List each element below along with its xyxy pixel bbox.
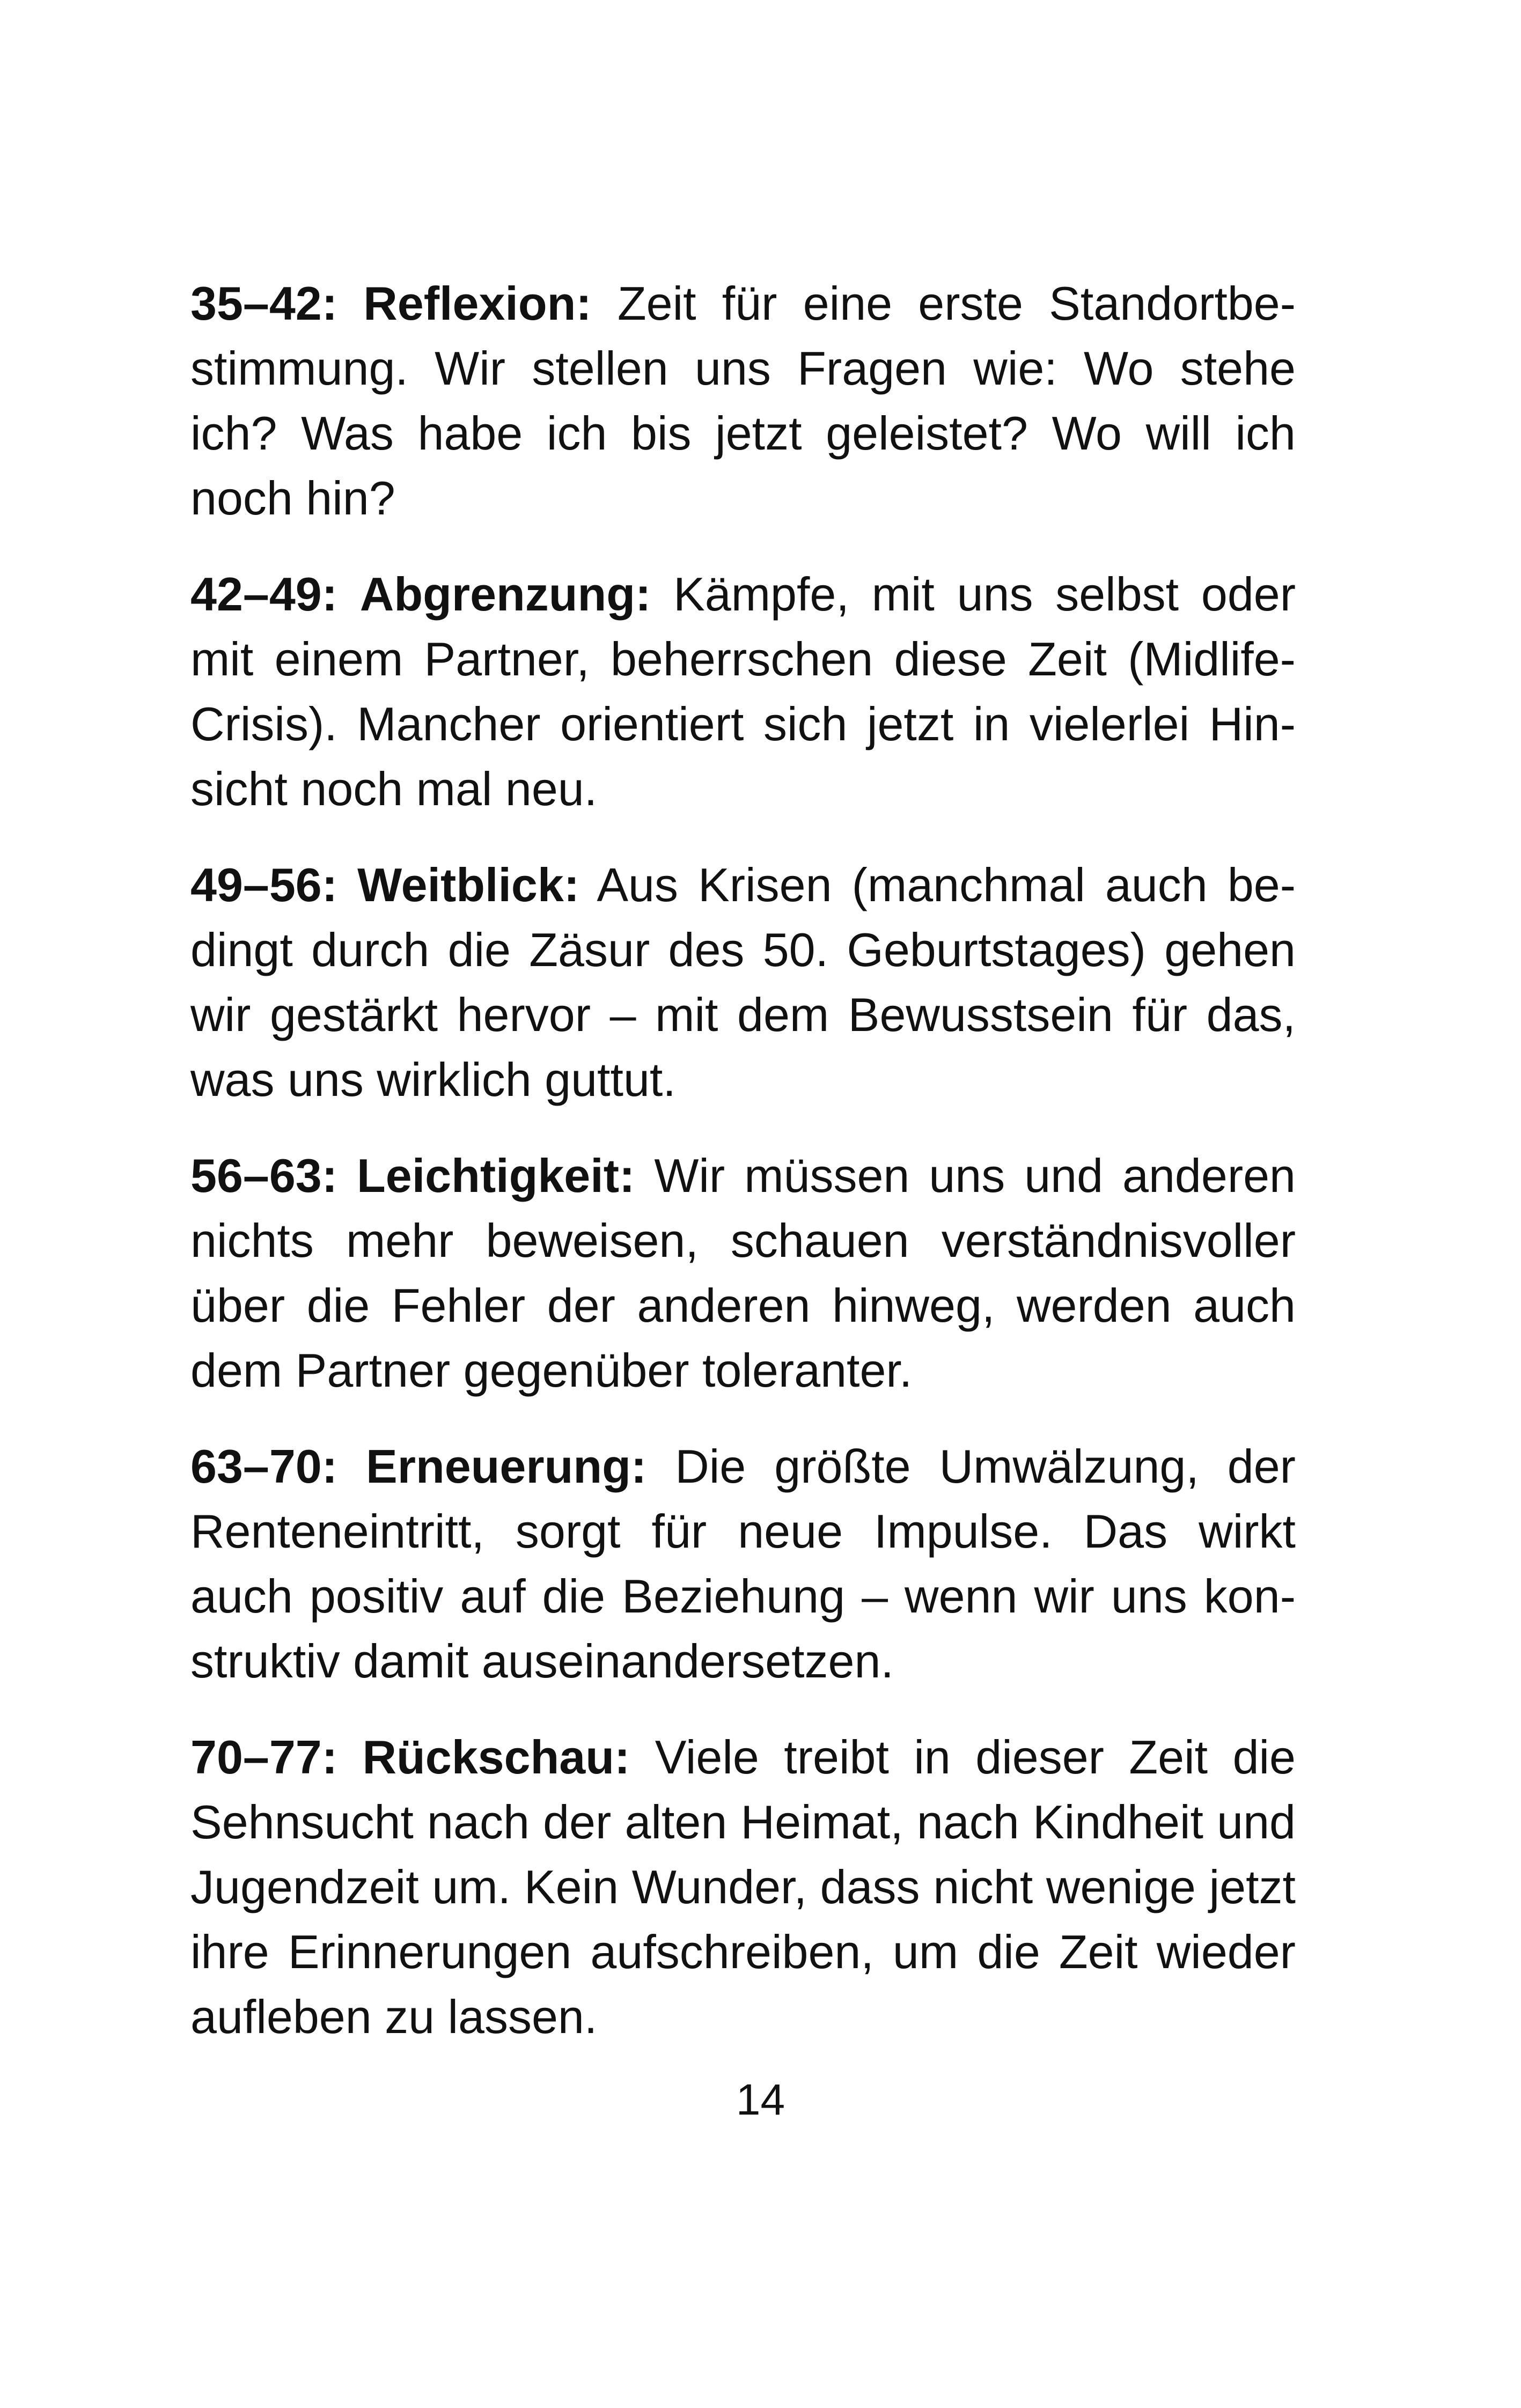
entry-title: Erneuerung: — [366, 1440, 647, 1493]
entry-title: Rückschau: — [362, 1730, 630, 1784]
entry-title: Leichtigkeit: — [357, 1149, 635, 1202]
entry-reflexion — [190, 271, 1296, 531]
entry-rueckschau — [190, 1725, 1296, 2049]
entry-text: Die größte Umwälzung, der Renteneintritt, sorgt für neue Impulse. Das wirkt auch positiv auf die Beziehung – wenn wir uns konstruktiv damit auseinandersetzen. — [190, 1440, 1296, 1688]
entry-range: 35–42: — [190, 277, 338, 330]
entry-text: Kämpfe, mit uns selbst oder mit einem Partner, beherrschen diese Zeit (Midlife-Crisis). Mancher orientiert sich jetzt in vielerlei Hinsicht noch mal neu. — [190, 568, 1296, 815]
entry-range: 70–77: — [190, 1730, 338, 1784]
entry-range: 63–70: — [190, 1440, 338, 1493]
entry-title: Reflexion: — [363, 277, 592, 330]
entry-weitblick — [190, 852, 1296, 1112]
entry-text: Wir müssen uns und anderen nichts mehr beweisen, schauen verständnisvoller über die Fehler der anderen hinweg, werden auch dem Partner gegenüber toleranter. — [190, 1149, 1296, 1397]
entry-text: Viele treibt in dieser Zeit die Sehnsucht nach der alten Heimat, nach Kindheit und Jugendzeit um. Kein Wunder, dass nicht wenige jetzt ihre Erinnerungen aufschreiben, um die Zeit wieder aufleben zu lassen. — [190, 1730, 1296, 2043]
entry-title: Abgrenzung: — [359, 568, 651, 621]
entry-leichtigkeit — [190, 1143, 1296, 1403]
entry-text: Aus Krisen (manchmal auch bedingt durch die Zäsur des 50. Geburtstages) gehen wir gestärkt hervor – mit dem Bewusstsein für das, was uns wirklich guttut. — [190, 858, 1296, 1106]
entry-abgrenzung — [190, 562, 1296, 821]
entry-text: Zeit für eine erste Standortbestimmung. Wir stellen uns Fragen wie: Wo stehe ich? Was habe ich bis jetzt geleistet? Wo will ich noch hin? — [190, 277, 1296, 525]
entry-title: Weitblick: — [357, 858, 580, 911]
page-body — [190, 271, 1296, 2080]
entry-erneuerung — [190, 1434, 1296, 1693]
entry-range: 56–63: — [190, 1149, 338, 1202]
entry-range: 42–49: — [190, 568, 338, 621]
entry-range: 49–56: — [190, 858, 338, 911]
page-number: 14 — [736, 2075, 785, 2124]
